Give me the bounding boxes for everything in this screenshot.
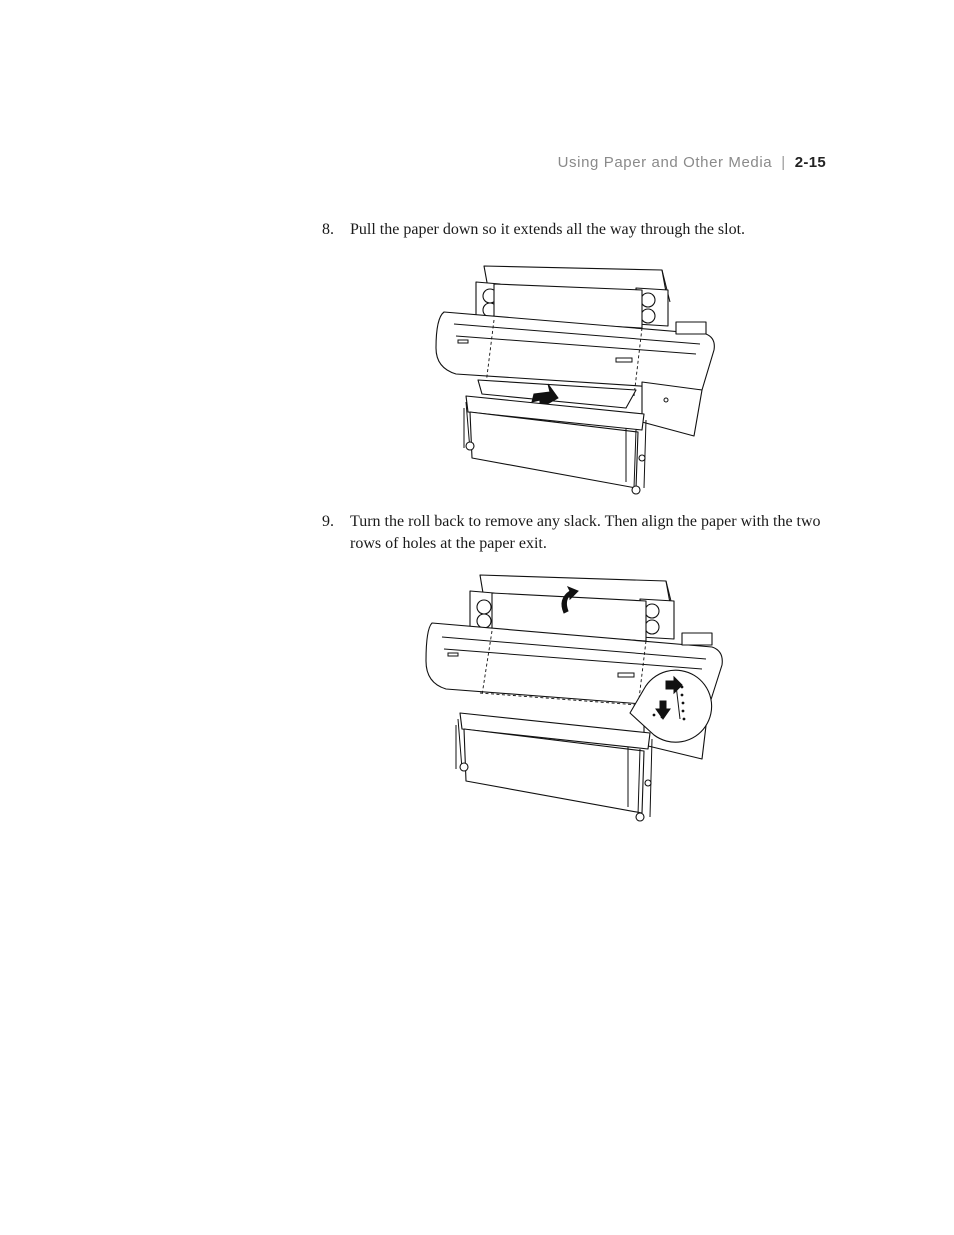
page-number: 2-15 xyxy=(794,154,826,171)
step-number: 9. xyxy=(322,513,334,530)
printer-illustration xyxy=(430,262,724,496)
step-8 xyxy=(322,219,822,241)
control-panel xyxy=(682,633,712,645)
figure-pull-paper-down xyxy=(430,262,724,496)
printer-illustration xyxy=(422,569,728,824)
running-head xyxy=(558,154,826,171)
caster xyxy=(460,763,468,771)
section-title: Using Paper and Other Media xyxy=(557,154,773,171)
side-panel xyxy=(642,382,702,436)
caster xyxy=(636,813,644,821)
figure-align-paper-holes xyxy=(422,569,728,824)
printer-body xyxy=(436,312,714,390)
step-text: Pull the paper down so it extends all the way through the slot. xyxy=(350,221,746,238)
control-panel xyxy=(676,322,706,334)
header-separator: | xyxy=(781,154,786,171)
step-text: Turn the roll back to remove any slack. Then align the paper with the two rows of holes at the paper exit. xyxy=(350,513,821,552)
step-number: 8. xyxy=(322,221,334,238)
caster xyxy=(466,442,474,450)
step-9 xyxy=(322,511,822,555)
caster xyxy=(632,486,640,494)
